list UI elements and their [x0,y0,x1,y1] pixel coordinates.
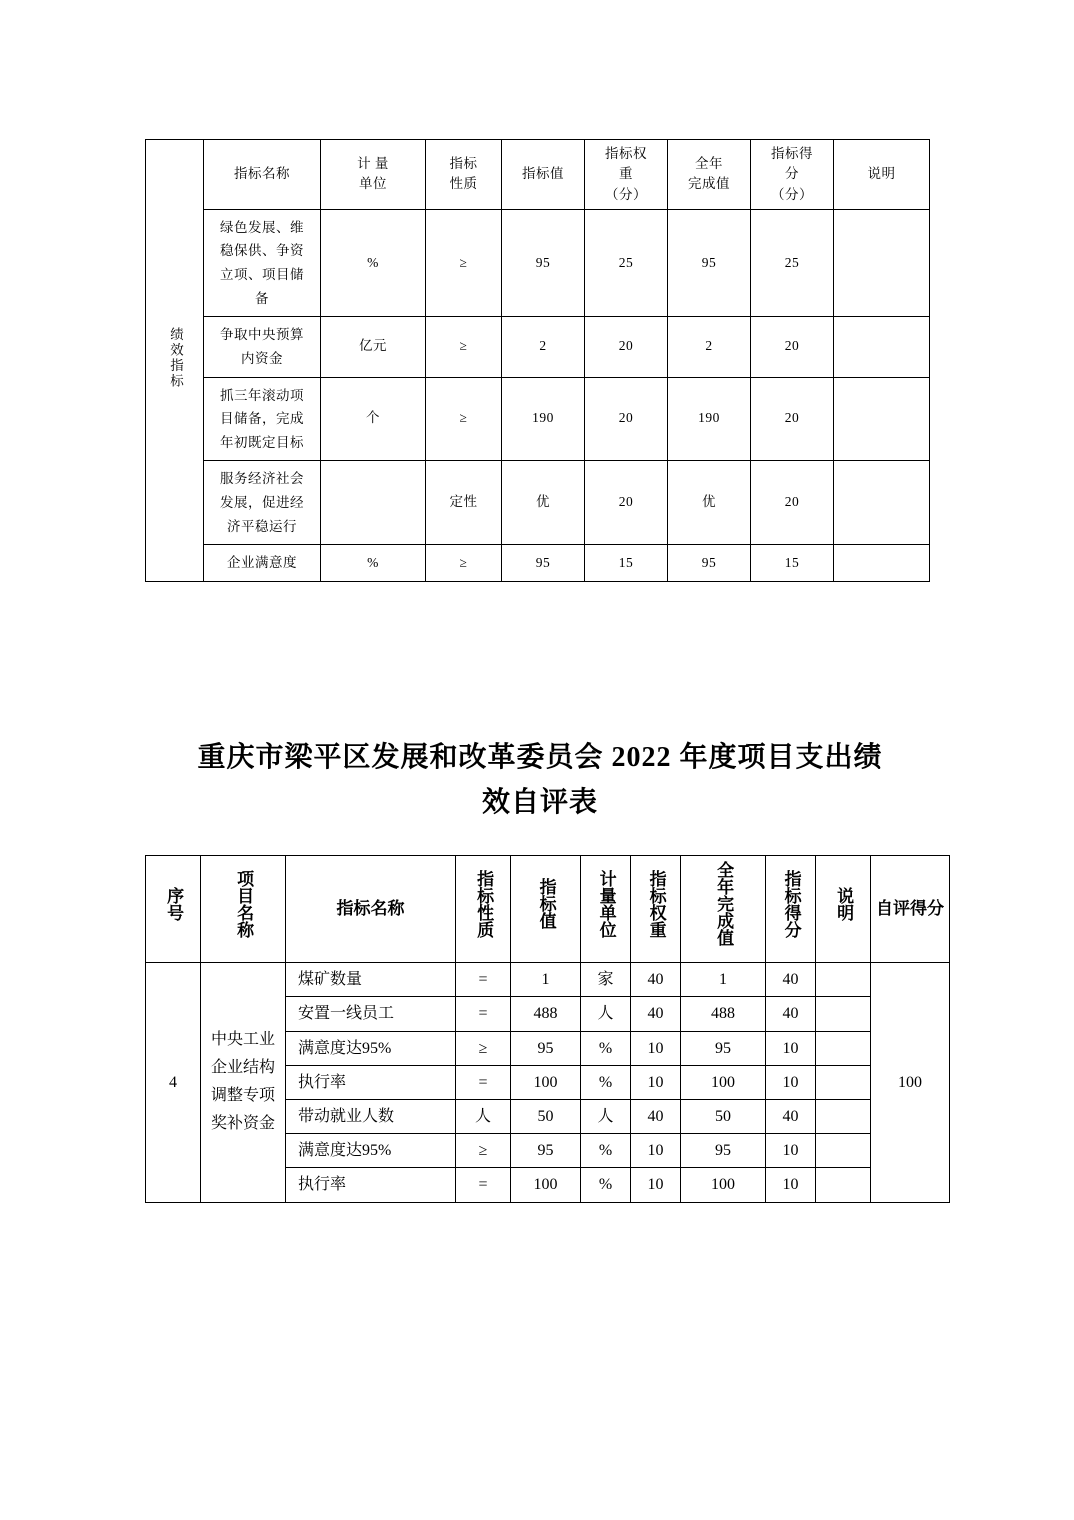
col-header-indicator-nature: 指标性质 [456,856,511,963]
indicator-unit: % [581,1134,631,1168]
indicator-nature: = [456,1168,511,1202]
indicator-name: 安置一线员工 [286,997,456,1031]
indicator-unit: % [321,545,426,582]
col-header-actual-value: 全年 完成值 [668,140,751,210]
indicator-unit: 家 [581,963,631,997]
indicator-score: 10 [766,1031,816,1065]
table-row [146,317,930,377]
indicator-name: 满意度达95% [286,1031,456,1065]
col-header-project-name: 项目名称 [201,856,286,963]
indicator-score: 20 [751,377,834,461]
indicator-unit: % [581,1065,631,1099]
indicator-weight: 10 [631,1065,681,1099]
indicator-nature: ≥ [426,209,502,317]
indicator-value: 100 [511,1065,581,1099]
performance-indicator-table-wrapper [145,139,929,582]
indicator-note [834,317,930,377]
indicator-target: 190 [502,377,585,461]
indicator-value: 100 [511,1168,581,1202]
indicator-weight: 40 [631,1100,681,1134]
indicator-score: 40 [766,1100,816,1134]
indicator-nature: ≥ [426,377,502,461]
indicator-score: 10 [766,1065,816,1099]
project-name: 中央工业企业结构调整专项奖补资金 [201,963,286,1202]
table-row [146,963,950,997]
col-header-weight: 指标权重 [631,856,681,963]
indicator-actual: 190 [668,377,751,461]
indicator-actual: 95 [668,545,751,582]
indicator-nature: = [456,1065,511,1099]
table-header-row [146,140,930,210]
indicator-actual: 1 [681,963,766,997]
indicator-value: 95 [511,1031,581,1065]
indicator-score: 20 [751,317,834,377]
indicator-nature: 定性 [426,461,502,545]
col-header-seq: 序号 [146,856,201,963]
indicator-value: 95 [511,1134,581,1168]
indicator-weight: 10 [631,1031,681,1065]
indicator-name: 抓三年滚动项目储备，完成年初既定目标 [204,377,321,461]
indicator-note [816,1031,871,1065]
indicator-name: 煤矿数量 [286,963,456,997]
col-header-indicator-name: 指标名称 [286,856,456,963]
indicator-weight: 10 [631,1134,681,1168]
col-header-nature: 指标 性质 [426,140,502,210]
col-header-unit: 计量单位 [581,856,631,963]
table-row [146,545,930,582]
page-title-line-2: 效自评表 [481,787,598,819]
col-header-unit: 计 量 单位 [321,140,426,210]
indicator-nature: = [456,963,511,997]
indicator-score: 10 [766,1134,816,1168]
indicator-nature: ≥ [426,545,502,582]
indicator-unit: 人 [581,997,631,1031]
col-header-score: 指标得分 [766,856,816,963]
indicator-note [816,997,871,1031]
indicator-value: 50 [511,1100,581,1134]
indicator-score: 10 [766,1168,816,1202]
indicator-actual: 优 [668,461,751,545]
col-header-weight: 指标权 重 （分） [585,140,668,210]
col-header-target-value: 指标值 [502,140,585,210]
indicator-unit: 人 [581,1100,631,1134]
section-label-text: 绩效指标 [167,327,183,389]
indicator-weight: 40 [631,963,681,997]
indicator-unit [321,461,426,545]
indicator-name: 带动就业人数 [286,1100,456,1134]
indicator-target: 95 [502,545,585,582]
project-self-assessment-table [145,855,950,1203]
indicator-value: 488 [511,997,581,1031]
indicator-name: 争取中央预算内资金 [204,317,321,377]
indicator-actual: 50 [681,1100,766,1134]
indicator-note [816,1065,871,1099]
indicator-name: 执行率 [286,1168,456,1202]
table-row [146,377,930,461]
indicator-score: 40 [766,997,816,1031]
indicator-note [816,1168,871,1202]
indicator-actual: 95 [681,1134,766,1168]
indicator-score: 40 [766,963,816,997]
col-header-note: 说明 [834,140,930,210]
indicator-actual: 100 [681,1065,766,1099]
indicator-note [834,461,930,545]
indicator-target: 优 [502,461,585,545]
section-label-performance [146,140,204,582]
indicator-note [834,209,930,317]
indicator-score: 20 [751,461,834,545]
indicator-actual: 488 [681,997,766,1031]
table-row [146,209,930,317]
indicator-name: 绿色发展、维稳保供、争资立项、项目储备 [204,209,321,317]
row-seq: 4 [146,963,201,1202]
indicator-actual: 2 [668,317,751,377]
col-header-note: 说明 [816,856,871,963]
table-header-row [146,856,950,963]
indicator-nature: ≥ [426,317,502,377]
page-title-line-1: 重庆市梁平区发展和改革委员会 2022 年度项目支出绩 [197,742,883,773]
indicator-value: 1 [511,963,581,997]
indicator-weight: 10 [631,1168,681,1202]
indicator-note [834,377,930,461]
indicator-weight: 20 [585,377,668,461]
self-assessment-score: 100 [871,963,950,1202]
page-title [140,735,940,826]
indicator-weight: 40 [631,997,681,1031]
indicator-note [816,963,871,997]
indicator-note [816,1100,871,1134]
indicator-name: 企业满意度 [204,545,321,582]
indicator-nature: 人 [456,1100,511,1134]
indicator-actual: 95 [668,209,751,317]
col-header-self-score: 自评得分 [871,856,950,963]
indicator-note [834,545,930,582]
project-self-assessment-table-wrapper [145,855,944,1203]
indicator-weight: 15 [585,545,668,582]
indicator-score: 25 [751,209,834,317]
table-row [146,461,930,545]
indicator-name: 满意度达95% [286,1134,456,1168]
indicator-nature: = [456,997,511,1031]
col-header-score: 指标得 分 （分） [751,140,834,210]
indicator-weight: 20 [585,461,668,545]
indicator-name: 服务经济社会发展，促进经济平稳运行 [204,461,321,545]
col-header-indicator-name: 指标名称 [204,140,321,210]
indicator-unit: % [321,209,426,317]
indicator-target: 95 [502,209,585,317]
indicator-nature: ≥ [456,1134,511,1168]
indicator-weight: 25 [585,209,668,317]
indicator-actual: 100 [681,1168,766,1202]
indicator-actual: 95 [681,1031,766,1065]
indicator-target: 2 [502,317,585,377]
indicator-weight: 20 [585,317,668,377]
col-header-indicator-value: 指标值 [511,856,581,963]
indicator-unit: % [581,1031,631,1065]
indicator-score: 15 [751,545,834,582]
indicator-unit: 个 [321,377,426,461]
indicator-name: 执行率 [286,1065,456,1099]
indicator-unit: 亿元 [321,317,426,377]
col-header-actual-value: 全年完成值 [681,856,766,963]
indicator-note [816,1134,871,1168]
performance-indicator-table [145,139,930,582]
indicator-unit: % [581,1168,631,1202]
indicator-nature: ≥ [456,1031,511,1065]
